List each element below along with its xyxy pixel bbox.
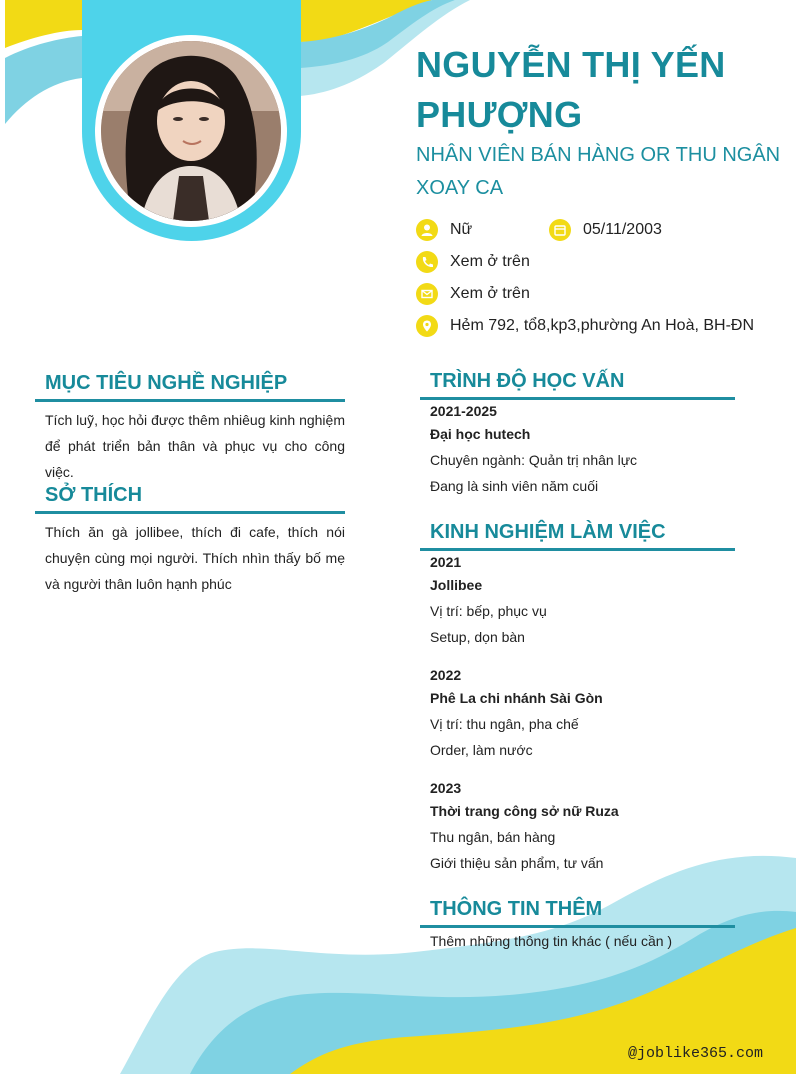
experience-year: 2022 [430,667,462,683]
calendar-icon [549,219,571,241]
education-entry [430,401,735,499]
objective-text: Tích luỹ, học hỏi được thêm nhiêug kinh nghiệm để phát triển bản thân và phục vụ cho công việc. [45,412,345,480]
experience-line: Thu ngân, bán hàng [430,829,556,845]
address-row [416,315,754,337]
profile-photo [101,41,281,221]
experience-company: Thời trang công sở nữ Ruza [430,803,619,819]
job-title: NHÂN VIÊN BÁN HÀNG OR THU NGÂN XOAY CA [416,144,781,199]
experience-heading: KINH NGHIỆM LÀM VIỆC [420,521,735,551]
experience-company: Phê La chi nhánh Sài Gòn [430,690,603,706]
education-line: Đang là sinh viên năm cuối [430,478,599,494]
education-heading: TRÌNH ĐỘ HỌC VẤN [420,370,735,400]
gender-row [416,219,472,241]
hobbies-heading: SỞ THÍCH [35,484,345,514]
phone-value: Xem ở trên [450,253,530,270]
location-icon [416,315,438,337]
experience-line: Vị trí: bếp, phục vụ [430,603,547,619]
experience-entry [430,778,735,876]
experience-line: Vị trí: thu ngân, pha chế [430,716,579,732]
education-period: 2021-2025 [430,403,497,419]
email-row [416,283,530,305]
education-line: Chuyên ngành: Quản trị nhân lực [430,452,638,468]
address-value: Hẻm 792, tổ8,kp3,phường An Hoà, BH-ĐN [450,317,755,334]
experience-year: 2021 [430,554,462,570]
footer-handle: @joblike365.com [627,1045,763,1062]
hobbies-text: Thích ăn gà jollibee, thích đi cafe, thích nói chuyện cùng mọi người. Thích nhìn thấy bố mẹ và người thân luôn hạnh phúc [45,524,345,592]
mail-icon [416,283,438,305]
experience-year: 2023 [430,780,462,796]
experience-line: Giới thiệu sản phẩm, tư vấn [430,855,604,871]
experience-entry [430,665,735,763]
birthdate-row [549,219,662,241]
user-icon [416,219,438,241]
experience-entry [430,552,735,650]
gender-value: Nữ [450,221,473,238]
candidate-name: NGUYỄN THỊ YẾN PHƯỢNG [416,44,726,135]
extra-text: Thêm những thông tin khác ( nếu cần ) [430,933,673,949]
education-school: Đại học hutech [430,426,531,442]
experience-line: Order, làm nước [430,742,533,758]
experience-line: Setup, dọn bàn [430,629,525,645]
extra-heading: THÔNG TIN THÊM [420,898,735,928]
email-value: Xem ở trên [450,285,530,302]
birthdate-value: 05/11/2003 [583,221,662,238]
phone-row [416,251,530,273]
phone-icon [416,251,438,273]
objective-heading: MỤC TIÊU NGHỀ NGHIỆP [35,372,345,402]
experience-company: Jollibee [430,577,483,593]
